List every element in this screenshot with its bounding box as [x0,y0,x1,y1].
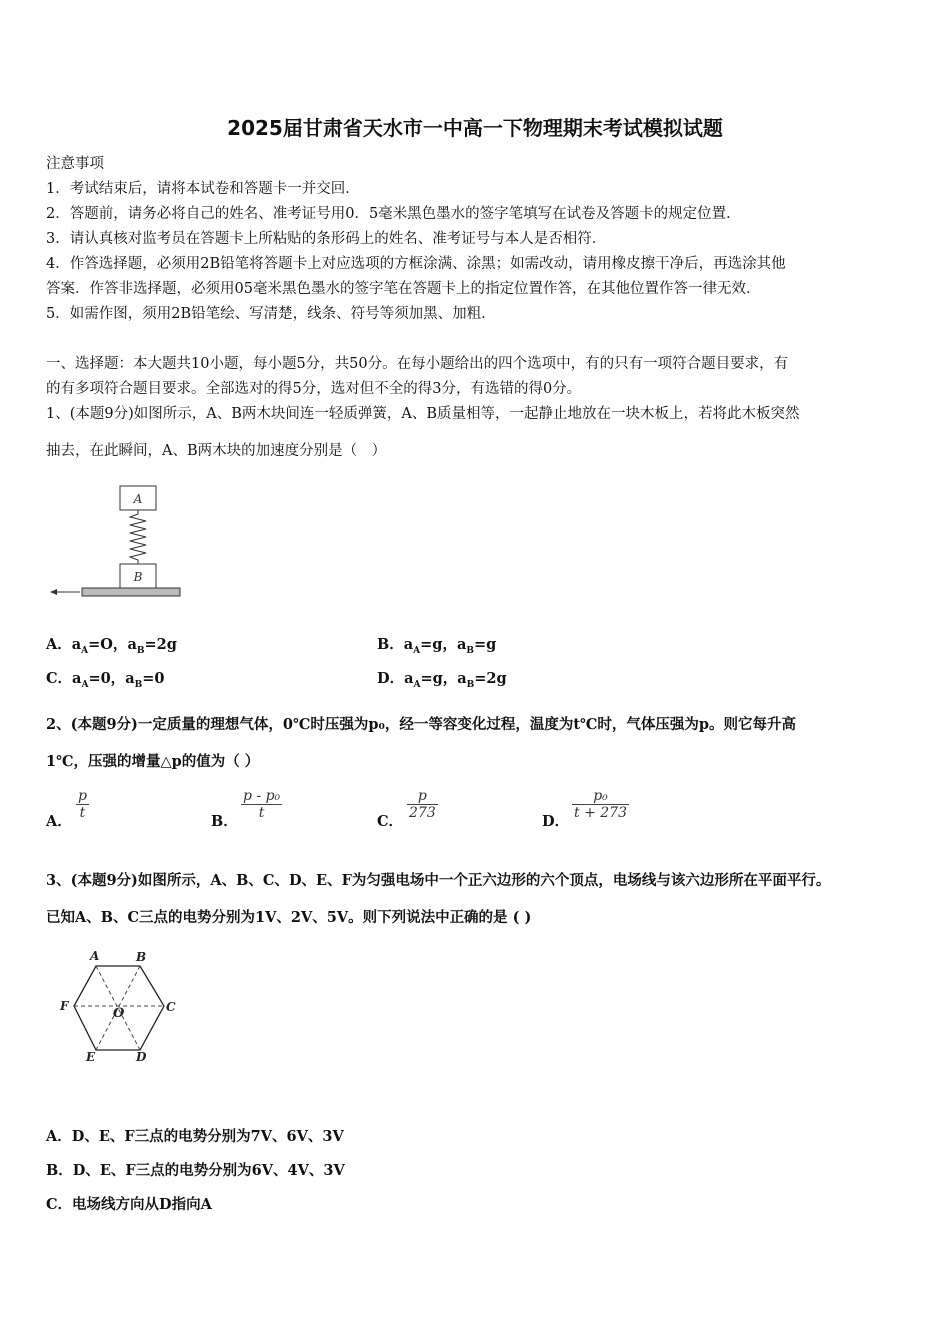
hexagon-figure [52,944,192,1069]
center-o: O [113,1006,125,1021]
vertex-a: A [90,949,100,963]
question-2-stem: 1℃，压强的增量△p的值为（ ） [46,753,260,770]
question-1-stem: 抽去，在此瞬间，A、B两木块的加速度分别是（ ） [46,443,387,459]
q3-option-b: B．D、E、F三点的电势分别为6V、4V、3V [46,1162,345,1179]
notice-item: 答案．作答非选择题，必须用05毫米黑色墨水的签字笔在答题卡上的指定位置作答，在其他位置作答一律无效． [46,281,761,297]
q1-option-b: B．$a_A=g$，$a_B=g$ [377,636,497,656]
notice-item: 1．考试结束后，请将本试卷和答题卡一并交回． [46,181,360,197]
section-intro: 一、选择题：本大题共10小题，每小题5分，共50分。在每小题给出的四个选项中，有的只有一项符合题目要求，有 [46,356,789,372]
block-a-label: A [133,492,143,506]
spring-blocks-figure [46,480,186,605]
vertex-b: B [136,950,147,964]
notice-heading: 注意事项 [46,156,104,172]
question-3-stem: 3、(本题9分)如图所示，A、B、C、D、E、F为匀强电场中一个正六边形的六个顶点，电场线与该六边形所在平面平行。 [46,872,831,889]
q2-option-a-letter: A． [46,813,72,830]
vertex-d: D [136,1050,147,1064]
block-b-label: B [133,570,143,584]
vertex-f: F [60,999,69,1013]
vertex-e: E [86,1050,96,1064]
q2-option-a-fraction: $\frac{p}{t}$ [78,788,87,821]
notice-item: 3．请认真核对监考员在答题卡上所粘贴的条形码上的姓名、准考证号与本人是否相符． [46,231,607,247]
q2-option-c-fraction: $\frac{p}{273}$ [409,788,436,821]
vertex-c: C [166,1000,176,1014]
section-intro: 的有多项符合题目要求。全部选对的得5分，选对但不全的得3分，有选错的得0分。 [46,381,582,397]
spring [130,510,146,564]
arrow-head [50,589,57,595]
q3-option-a: A．D、E、F三点的电势分别为7V、6V、3V [46,1128,344,1145]
q2-option-b-fraction: $\frac{\text{p - p₀}}{t}$ [243,788,281,821]
q2-option-d-letter: D． [542,813,570,830]
q1-option-a: A．$a_A=O$，$a_B=2g$ [46,636,177,656]
q2-option-d-fraction: $\frac{\text{p₀}}{t + 273}$ [574,788,627,821]
q2-option-c-letter: C． [377,813,404,830]
notice-item: 2．答题前，请务必将自己的姓名、准考证号用0．5毫米黑色墨水的签字笔填写在试卷及答题卡的规定位置． [46,206,741,222]
question-3-stem: 已知A、B、C三点的电势分别为1V、2V、5V。则下列说法中正确的是 ( ) [46,909,532,926]
notice-item: 5．如需作图，须用2B铅笔绘、写清楚，线条、符号等须加黑、加粗． [46,306,496,322]
q2-option-b-letter: B． [211,813,238,830]
notice-item: 4．作答选择题，必须用2B铅笔将答题卡上对应选项的方框涂满、涂黑；如需改动，请用橡皮擦干净后，再选涂其他 [46,256,786,272]
q3-option-c: C．电场线方向从D指向A [46,1196,212,1213]
page-title: 2025届甘肃省天水市一中高一下物理期末考试模拟试题 [227,116,723,140]
board [82,588,180,596]
question-1-stem: 1、(本题9分)如图所示，A、B两木块间连一轻质弹簧，A、B质量相等，一起静止地放在一块木板上，若将此木板突然 [46,406,800,422]
question-2-stem: 2、(本题9分)一定质量的理想气体，0℃时压强为p₀，经一等容变化过程，温度为t℃时，气体压强为p。则它每升高 [46,716,797,733]
q1-option-d: D．$a_A=g$，$a_B=2g$ [377,670,507,690]
q1-option-c: C．$a_A=0$，$a_B=0$ [46,670,165,690]
